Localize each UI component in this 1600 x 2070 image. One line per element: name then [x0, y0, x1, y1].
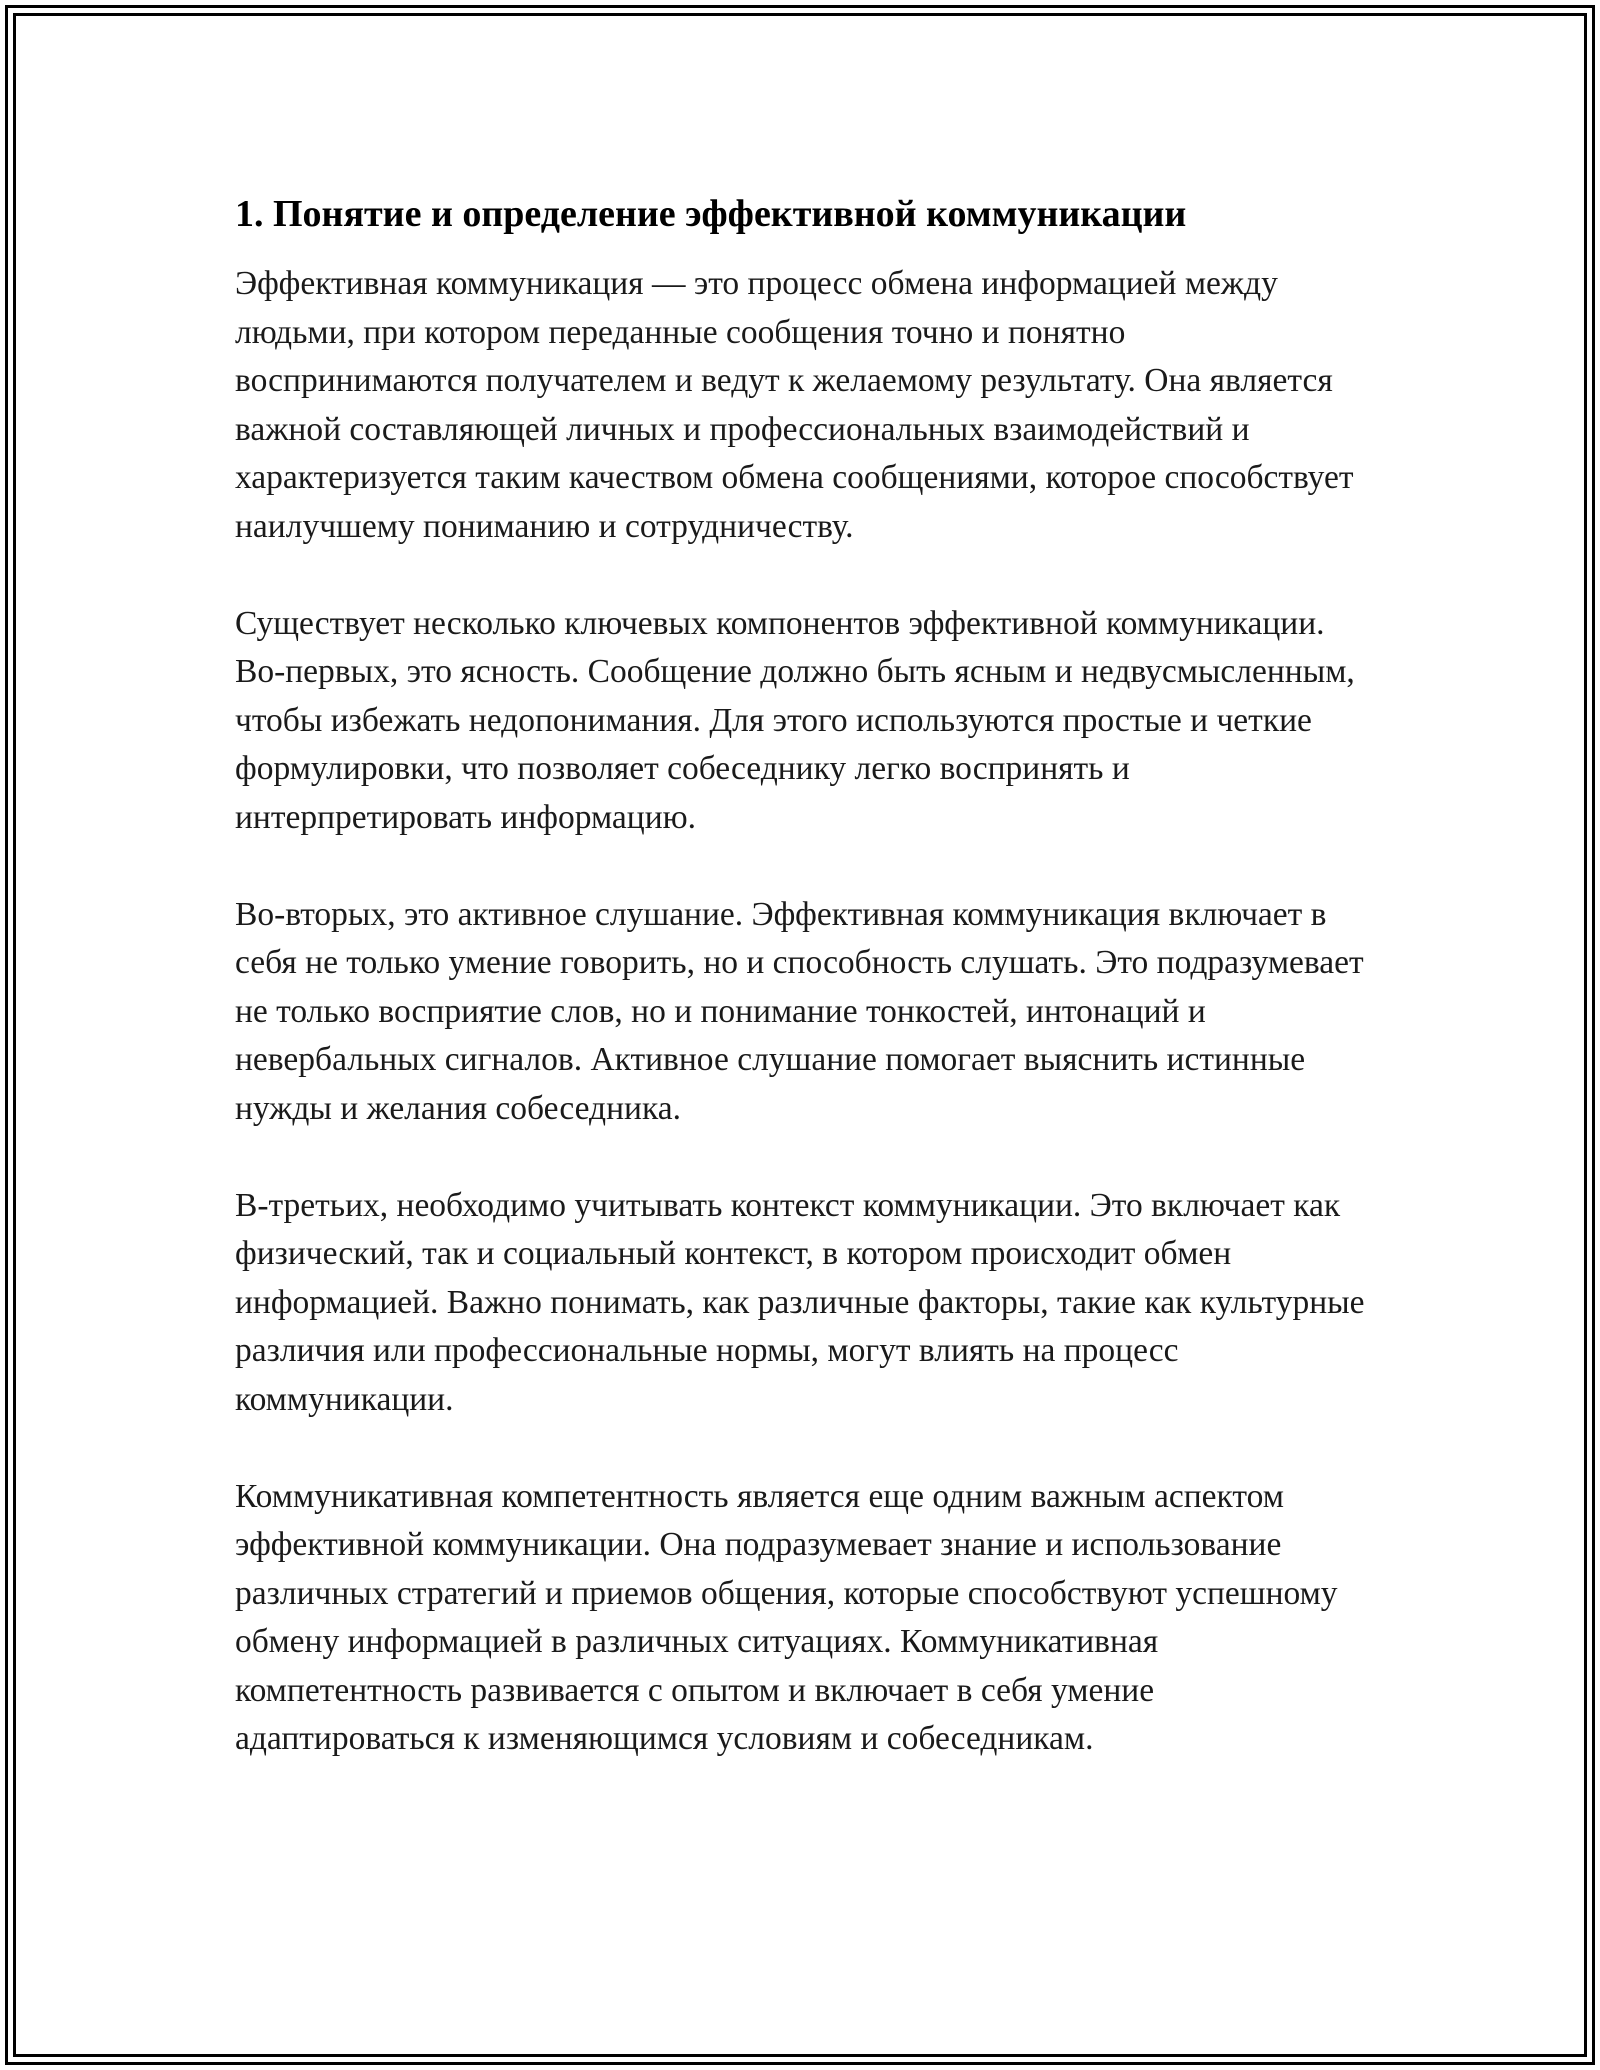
paragraph-context: В-третьих, необходимо учитывать контекст коммуникации. Это включает как физический, так и социальный контекст, в котором происходит обмен информацией. Важно понимать, как различные факторы, такие как культурные различия или профессиональные нормы, могут влиять на процесс коммуникации.: [235, 1186, 1365, 1418]
section-heading: 1. Понятие и определение эффективной коммуникации: [235, 193, 1187, 235]
paragraph-definition: Эффективная коммуникация — это процесс обмена информацией между людьми, при котором переданные сообщения точно и понятно воспринимаются получателем и ведут к желаемому результату. Она является важной составляющей личных и профессиональных взаимодействий и характеризуется таким качеством обмена сообщениями, которое способствует наилучшему пониманию и сотрудничеству.: [235, 265, 1354, 545]
paragraph-clarity: Существует несколько ключевых компонентов эффективной коммуникации. Во-первых, это ясность. Сообщение должно быть ясным и недвусмысленным, чтобы избежать недопонимания. Для этого используются простые и четкие формулировки, что позволяет собеседнику легко воспринять и интерпретировать информацию.: [235, 604, 1355, 836]
document-body: [235, 188, 1365, 1764]
paragraph-active-listening: Во-вторых, это активное слушание. Эффективная коммуникация включает в себя не только умение говорить, но и способность слушать. Это подразумевает не только восприятие слов, но и понимание тонкостей, интонаций и невербальных сигналов. Активное слушание помогает выяснить истинные нужды и желания собеседника.: [235, 895, 1364, 1127]
paragraph-competence: Коммуникативная компетентность является еще одним важным аспектом эффективной коммуникации. Она подразумевает знание и использование различных стратегий и приемов общения, которые способствуют успешному обмену информацией в различных ситуациях. Коммуникативная компетентность развивается с опытом и включает в себя умение адаптироваться к изменяющимся условиям и собеседникам.: [235, 1477, 1338, 1757]
